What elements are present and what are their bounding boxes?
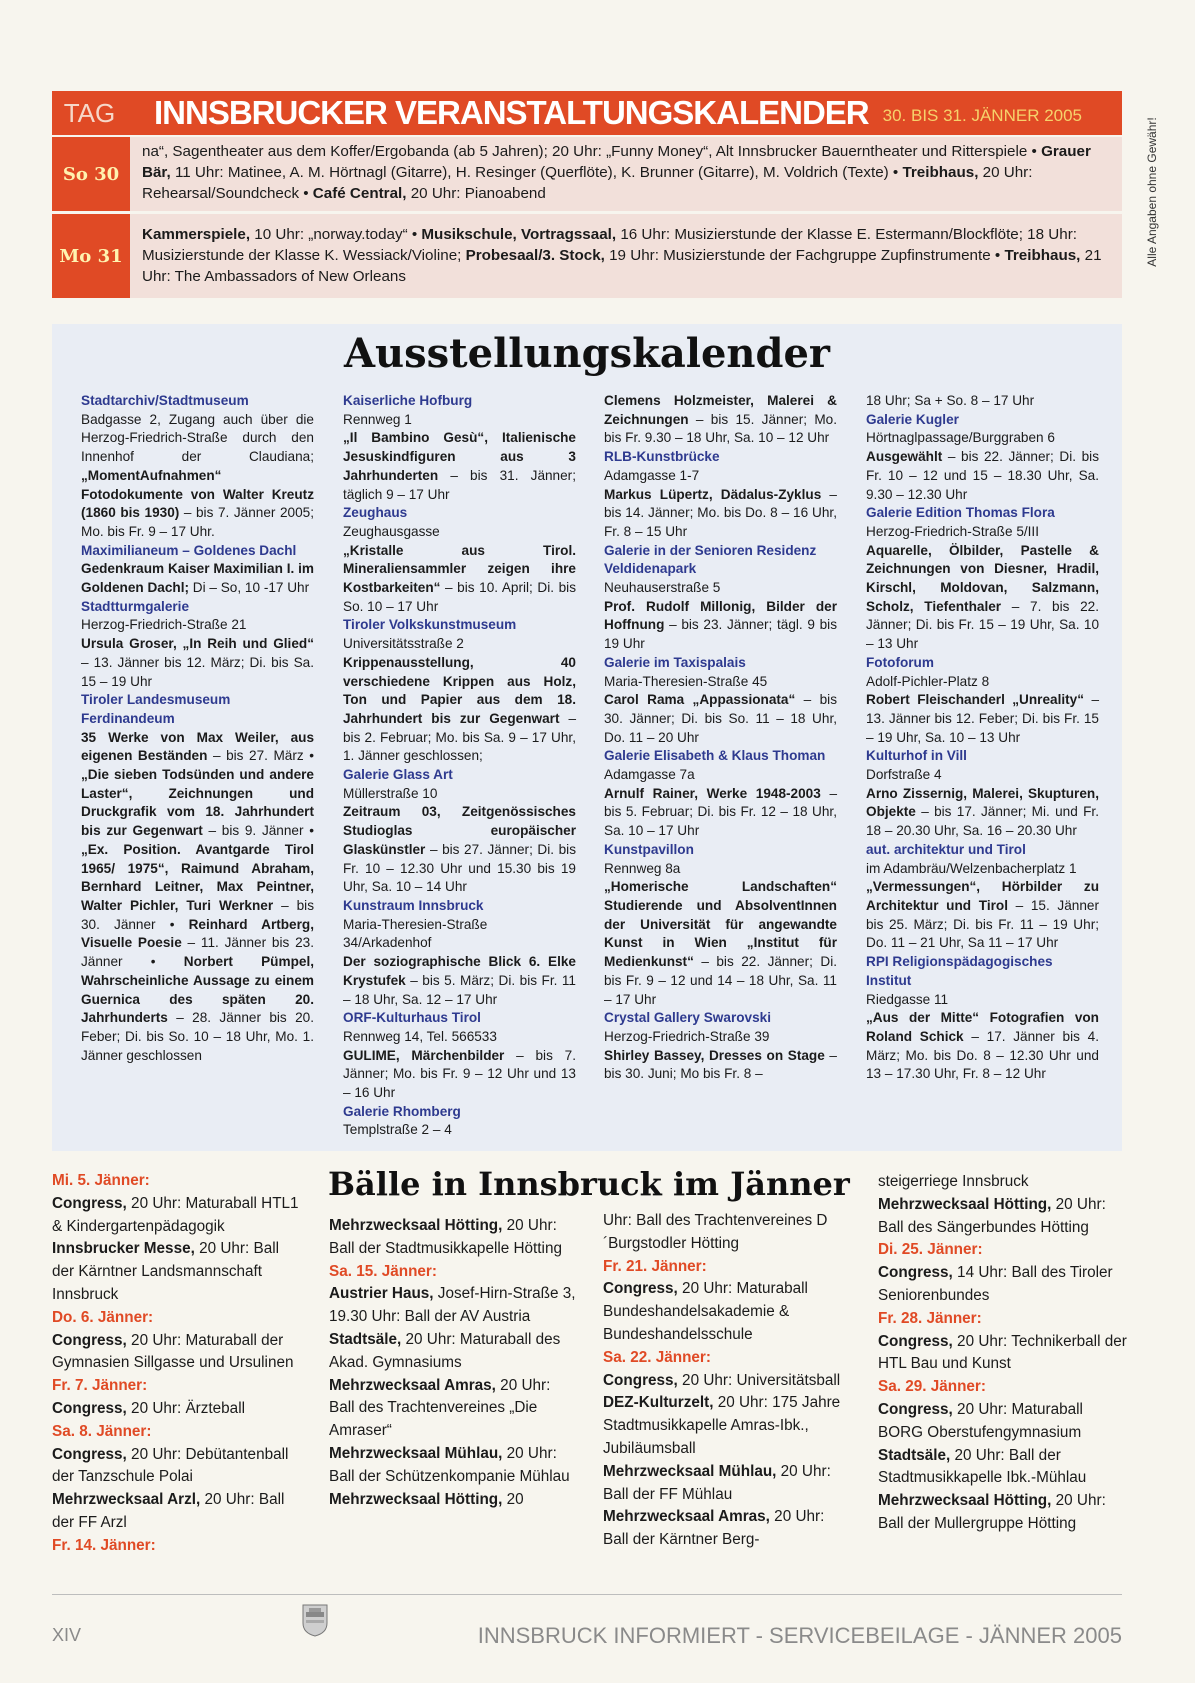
- header-date-range: 30. BIS 31. JÄNNER 2005: [882, 106, 1083, 125]
- exhibition-calendar-box: [52, 324, 1122, 1151]
- day-events-text: na“, Sagentheater aus dem Koffer/Ergobanda (ab 5 Jahren); 20 Uhr: „Funny Money“, Alt Innsbrucker Bauerntheater und Ritterspiele • Grauer Bär, 11 Uhr: Matinee, A. M. Hörtnagl (Gitarre), H. Resinger (Querflöte), K. Brunner (Gitarre), M. Voldrich (Texte) • Treibhaus, 20 Uhr: Rehearsal/Soundcheck • Café Central, 20 Uhr: Pianoabend: [142, 143, 1091, 202]
- exhibition-column-4: 18 Uhr; Sa + So. 8 – 17 Uhr Galerie Kugler Hörtnaglpassage/Burggraben 6 Ausgewählt – bis 22. Jänner; Di. bis Fr. 10 – 12 und 15 – 18.30 Uhr, Sa. 9.30 – 12.30 Uhr Galerie Edition Thomas Flora Herzog-Friedrich-Straße 5/III Aquarelle, Ölbilder, Pastelle & Zeichnungen von Diesner, Hradil, Kirschl, Moldovan, Salzmann, Scholz, Tiefenthaler – 7. bis 22. Jänner; Di. bis Fr. 15 – 19 Uhr, Sa. 10 – 13 Uhr Fotoforum Adolf-Pichler-Platz 8 Robert Fleischanderl „Unreality“ – 13. Jänner bis 12. Feber; Di. bis Fr. 15 – 19 Uhr, Sa. 10 – 13 Uhr Kulturhof in Vill Dorfstraße 4 Arno Zissernig, Malerei, Skupturen, Objekte – bis 17. Jänner; Mi. und Fr. 18 – 20.30 Uhr, Sa. 16 – 20.30 Uhr aut. architektur und Tirol im Adambräu/Welzenbacherplatz 1 „Vermessungen“, Hörbilder zu Architektur und Tirol – 15. Jänner bis 25. März; Di. bis Fr. 11 – 19 Uhr; Do. 11 – 21 Uhr, Sa 11 – 17 Uhr RPI Religionspädagogisches Institut Riedgasse 11 „Aus der Mitte“ Fotografien von Roland Schick – 17. Jänner bis 4. März; Mo. bis Do. 8 – 12.30 Uhr und 13 – 17.30 Uhr, Fr. 8 – 12 Uhr: [866, 393, 1099, 1082]
- header-tag: TAG: [63, 97, 116, 128]
- calendar-header-bar: [52, 91, 1122, 135]
- day-label: Mo 31: [52, 214, 130, 298]
- balls-column-4: steigerriege Innsbruck Mehrzwecksaal Hötting, 20 Uhr: Ball des Sängerbundes Hötting Di. 25. Jänner: Congress, 14 Uhr: Ball des Tiroler Seniorenbundes Fr. 28. Jänner: Congress, 20 Uhr: Technikerball der HTL Bau und Kunst Sa. 29. Jänner: Congress, 20 Uhr: Maturaball BORG Oberstufengymnasium Stadtsäle, 20 Uhr: Ball der Stadtmusikkapelle Ibk.-Mühlau Mehrzwecksaal Hötting, 20 Uhr: Ball der Mullergruppe Hötting: [878, 1173, 1127, 1532]
- publication-title: INNSBRUCK INFORMIERT - SERVICEBEILAGE - JÄNNER 2005: [477, 1623, 1122, 1648]
- footer-divider: [52, 1594, 1122, 1595]
- disclaimer-side-note: [1139, 92, 1165, 292]
- balls-column-1: Mi. 5. Jänner: Congress, 20 Uhr: Maturaball HTL1 & Kindergartenpädagogik Innsbrucker Messe, 20 Uhr: Ball der Kärntner Landsmannschaft Innsbruck Do. 6. Jänner: Congress, 20 Uhr: Maturaball der Gymnasien Sillgasse und Ursulinen Fr. 7. Jänner: Congress, 20 Uhr: Ärzteball Sa. 8. Jänner: Congress, 20 Uhr: Debütantenball der Tanzschule Polai Mehrzwecksaal Arzl, 20 Uhr: Ball der FF Arzl Fr. 14. Jänner:: [52, 1172, 299, 1554]
- innsbruck-coat-of-arms-icon: [301, 1603, 329, 1637]
- header-title: INNSBRUCKER VERANSTALTUNGSKALENDER: [154, 94, 869, 131]
- day-events-text: Kammerspiele, 10 Uhr: „norway.today“ • Musikschule, Vortragssaal, 16 Uhr: Musizierstunde der Klasse E. Estermann/Blockflöte; 18 Uhr: Musizierstunde der Klasse K. Wessiack/Violine; Probesaal/3. Stock, 19 Uhr: Musizierstunde der Fachgruppe Zupfinstrumente • Treibhaus, 21 Uhr: The Ambassadors of New Orleans: [142, 226, 1102, 285]
- day-label: So 30: [52, 137, 130, 211]
- disclaimer-text: Alle Angaben ohne Gewähr!: [1145, 117, 1159, 267]
- balls-title: Bälle in Innsbruck im Jänner: [328, 1165, 850, 1203]
- exhibition-title: Ausstellungskalender: [344, 330, 830, 377]
- day-row-sunday-30: [52, 137, 1122, 211]
- balls-column-2: Mehrzwecksaal Hötting, 20 Uhr: Ball der Stadtmusikkapelle Hötting Sa. 15. Jänner: Austrier Haus, Josef-Hirn-Straße 3, 19.30 Uhr: Ball der AV Austria Stadtsäle, 20 Uhr: Maturaball des Akad. Gymnasiums Mehrzwecksaal Amras, 20 Uhr: Ball des Trachtenvereines „Die Amraser“ Mehrzwecksaal Mühlau, 20 Uhr: Ball der Schützenkompanie Mühlau Mehrzwecksaal Hötting, 20: [329, 1217, 576, 1508]
- exhibition-column-2: Kaiserliche Hofburg Rennweg 1 „Il Bambino Gesù“, Italienische Jesuskindfiguren aus 3 Jahrhunderten – bis 31. Jänner; täglich 9 – 17 Uhr Zeughaus Zeughausgasse „Kristalle aus Tirol. Mineraliensammler zeigen ihre Kostbarkeiten“ – bis 10. April; Di. bis So. 10 – 17 Uhr Tiroler Volkskunstmuseum Universitätsstraße 2 Krippenausstellung, 40 verschiedene Krippen aus Holz, Ton und Papier aus dem 18. Jahrhundert bis zur Gegenwart – bis 2. Februar; Mo. bis Sa. 9 – 17 Uhr, 1. Jänner geschlossen; Galerie Glass Art Müllerstraße 10 Zeitraum 03, Zeitgenössisches Studioglas europäischer Glaskünstler – bis 27. Jänner; Di. bis Fr. 10 – 12.30 Uhr und 15.30 bis 19 Uhr, Sa. 10 – 14 Uhr Kunstraum Innsbruck Maria-Theresien-Straße 34/Arkadenhof Der soziographische Blick 6. Elke Krystufek – bis 5. März; Di. bis Fr. 11 – 18 Uhr, Sa. 12 – 17 Uhr ORF-Kulturhaus Tirol Rennweg 14, Tel. 566533 GULIME, Märchenbilder – bis 7. Jänner; Mo. bis Fr. 9 – 12 Uhr und 13 – 16 Uhr Galerie Rhomberg Templstraße 2 – 4: [343, 393, 577, 1138]
- page-number: XIV: [52, 1625, 82, 1645]
- exhibition-column-3: Clemens Holzmeister, Malerei & Zeichnungen – bis 15. Jänner; Mo. bis Fr. 9.30 – 18 Uhr, Sa. 10 – 12 Uhr RLB-Kunstbrücke Adamgasse 1-7 Markus Lüpertz, Dädalus-Zyklus – bis 14. Jänner; Mo. bis Do. 8 – 16 Uhr, Fr. 8 – 15 Uhr Galerie in der Senioren Residenz Veldidenapark Neuhauserstraße 5 Prof. Rudolf Millonig, Bilder der Hoffnung – bis 23. Jänner; tägl. 9 bis 19 Uhr Galerie im Taxispalais Maria-Theresien-Straße 45 Carol Rama „Appassionata“ – bis 30. Jänner; Di. bis So. 11 – 18 Uhr, Do. 11 – 20 Uhr Galerie Elisabeth & Klaus Thoman Adamgasse 7a Arnulf Rainer, Werke 1948-2003 – bis 5. Februar; Di. bis Fr. 12 – 18 Uhr, Sa. 10 – 17 Uhr Kunstpavillon Rennweg 8a „Homerische Landschaften“ Studierende und AbsolventInnen der Universität für angewandte Kunst in Wien „Institut für Medienkunst“ – bis 22. Jänner; Di. bis Fr. 9 – 12 und 14 – 18 Uhr, Sa. 11 – 17 Uhr Crystal Gallery Swarovski Herzog-Friedrich-Straße 39 Shirley Bassey, Dresses on Stage – bis 30. Juni; Mo bis Fr. 8 –: [604, 393, 838, 1082]
- day-row-monday-31: [52, 214, 1122, 298]
- balls-column-3: Uhr: Ball des Trachtenvereines D´Burgstodler Hötting Fr. 21. Jänner: Congress, 20 Uhr: Maturaball Bundeshandelsakademie & Bundeshandelsschule Sa. 22. Jänner: Congress, 20 Uhr: Universitätsball DEZ-Kulturzelt, 20 Uhr: 175 Jahre Stadtmusikkapelle Amras-Ibk., Jubiläumsball Mehrzwecksaal Mühlau, 20 Uhr: Ball der FF Mühlau Mehrzwecksaal Amras, 20 Uhr: Ball der Kärntner Berg-: [603, 1212, 841, 1549]
- exhibition-column-1: Stadtarchiv/Stadtmuseum Badgasse 2, Zugang auch über die Herzog-Friedrich-Straße durch den Innenhof der Claudiana; „MomentAufnahmen“ Fotodokumente von Walter Kreutz (1860 bis 1930) – bis 7. Jänner 2005; Mo. bis Fr. 9 – 17 Uhr. Maximilianeum – Goldenes Dachl Gedenkraum Kaiser Maximilian I. im Goldenen Dachl; Di – So, 10 -17 Uhr Stadtturmgalerie Herzog-Friedrich-Straße 21 Ursula Groser, „In Reih und Glied“ – 13. Jänner bis 12. März; Di. bis Sa. 15 – 19 Uhr Tiroler Landesmuseum Ferdinandeum 35 Werke von Max Weiler, aus eigenen Beständen – bis 27. März • „Die sieben Todsünden und andere Laster“, Zeichnungen und Druckgrafik vom 18. Jahrhundert bis zur Gegenwart – bis 9. Jänner • „Ex. Position. Avantgarde Tirol 1965/ 1975“, Raimund Abraham, Bernhard Leitner, Max Peintner, Walter Pichler, Turi Werkner – bis 30. Jänner • Reinhard Artberg, Visuelle Poesie – 11. Jänner bis 23. Jänner • Norbert Pümpel, Wahrscheinliche Aussage zu einem Guernica des späten 20. Jahrhunderts – 28. Jänner bis 20. Feber; Di. bis So. 10 – 18 Uhr, Mo. 1. Jänner geschlossen: [81, 393, 315, 1063]
